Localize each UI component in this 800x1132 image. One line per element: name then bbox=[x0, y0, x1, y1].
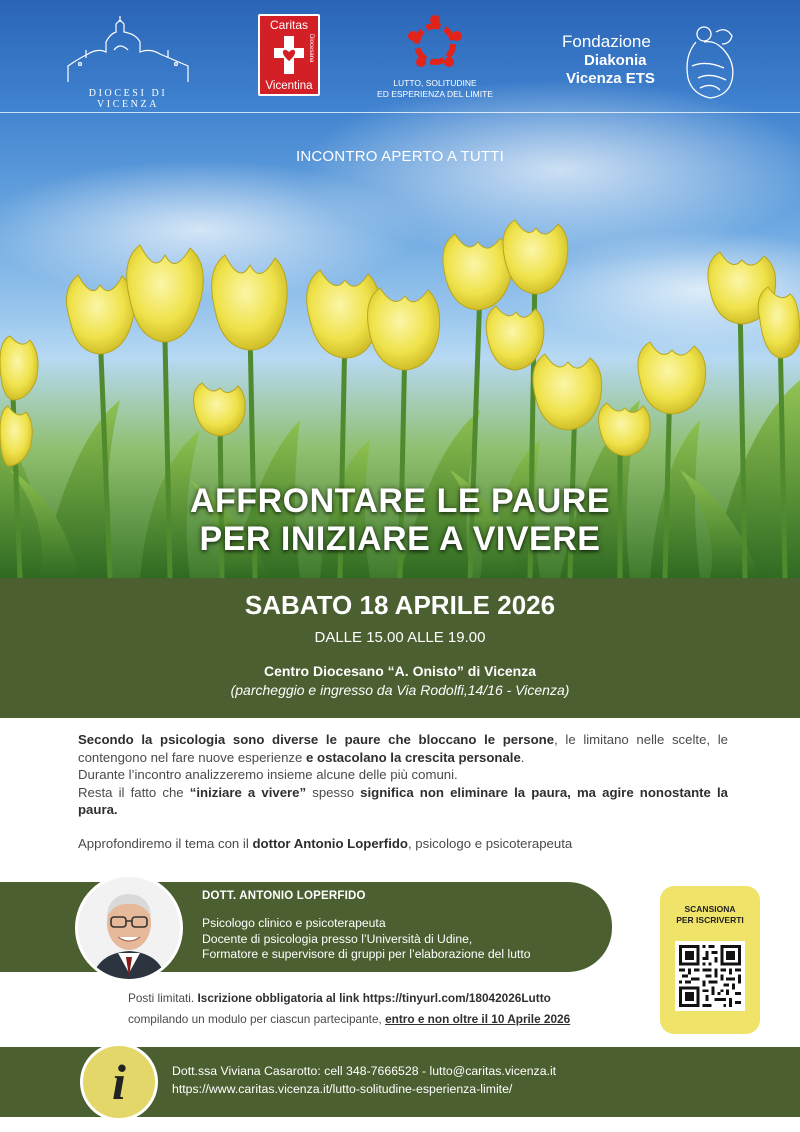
description-p1-text1: , le limitano nelle scelte, le contengono nel fare nuove esperienze bbox=[78, 732, 728, 765]
description-paragraph-1 bbox=[78, 731, 728, 766]
qr-card bbox=[660, 886, 760, 1034]
info-glyph: i bbox=[112, 1054, 126, 1110]
event-description bbox=[78, 731, 728, 852]
qr-code-graphic bbox=[679, 945, 741, 1007]
description-p3-bold2: significa non eliminare la paura, ma agire nonostante la paura. bbox=[78, 784, 728, 817]
speaker-name: DOTT. ANTONIO LOPERFIDO bbox=[202, 890, 366, 902]
speaker-role-2: Docente di psicologia presso l’Università di Udine, bbox=[202, 931, 473, 946]
speaker-portrait bbox=[78, 877, 180, 979]
event-details-band bbox=[0, 578, 800, 718]
diakonia-line3: Vicenza ETS bbox=[566, 70, 655, 87]
event-date: SABATO 18 APRILE 2026 bbox=[244, 590, 556, 620]
description-p1-bold1: Secondo la psicologia sono diverse le paure che bloccano le persone bbox=[78, 732, 555, 747]
caritas-side-label: Diocesana bbox=[308, 34, 314, 63]
description-p4-text2: , psicologo e psicoterapeuta bbox=[407, 835, 573, 851]
diocesi-caption: DIOCESI DI VICENZA bbox=[88, 88, 168, 110]
contact-info bbox=[172, 1062, 556, 1098]
event-tagline: INCONTRO APERTO A TUTTI bbox=[296, 148, 504, 165]
people-circle-icon bbox=[405, 14, 465, 74]
description-paragraph-4 bbox=[78, 835, 728, 853]
registration-text2: compilando un modulo per ciascun partecipante, bbox=[128, 1012, 386, 1026]
caritas-top-label: Caritas bbox=[269, 18, 308, 32]
description-p3-bold1: “iniziare a vivere” bbox=[189, 784, 307, 800]
description-p1-text2: . bbox=[520, 749, 525, 765]
registration-info bbox=[128, 988, 668, 1030]
event-venue: Centro Diocesano “A. Onisto” di Vicenza bbox=[263, 663, 536, 679]
qr-code-icon[interactable] bbox=[675, 941, 745, 1011]
event-time: DALLE 15.00 ALLE 19.00 bbox=[314, 629, 486, 646]
qr-label-line2: PER ISCRIVERTI bbox=[676, 915, 744, 925]
event-title-line1: AFFRONTARE LE PAURE bbox=[189, 482, 610, 520]
registration-line1 bbox=[128, 988, 668, 1009]
description-p3-text2: spesso bbox=[306, 784, 361, 800]
lutto-caption-line2: ED ESPERIENZA DEL LIMITE bbox=[377, 89, 493, 99]
description-p4-text1: Approfondiremo il tema con il bbox=[78, 835, 253, 851]
caritas-badge bbox=[258, 14, 320, 96]
description-paragraph-2: Durante l’incontro analizzeremo insieme alcune delle più comuni. bbox=[78, 767, 458, 782]
speaker-avatar bbox=[75, 874, 183, 982]
diocesi-logo bbox=[58, 14, 198, 110]
speaker-role-3: Formatore e supervisore di gruppi per l’elaborazione del lutto bbox=[202, 947, 531, 961]
caritas-bottom-label: Vicentina bbox=[265, 80, 313, 92]
pieta-figure-icon bbox=[670, 22, 742, 102]
description-p4-bold: dottor Antonio Loperfido bbox=[252, 835, 408, 851]
event-parking: (parcheggio e ingresso da Via Rodolfi,14/16 - Vicenza) bbox=[230, 682, 570, 698]
qr-label bbox=[660, 904, 760, 926]
registration-deadline: entro e non oltre il 10 Aprile 2026 bbox=[385, 1012, 571, 1026]
contact-website-link[interactable]: https://www.caritas.vicenza.it/lutto-solitudine-esperienza-limite/ bbox=[172, 1082, 513, 1096]
diakonia-logo bbox=[562, 14, 752, 102]
caritas-logo bbox=[258, 14, 320, 102]
speaker-role-1: Psicologo clinico e psicoterapeuta bbox=[202, 916, 386, 930]
diakonia-line1: Fondazione bbox=[562, 32, 651, 51]
cathedral-outline-icon bbox=[58, 14, 198, 84]
info-icon bbox=[80, 1043, 158, 1121]
diakonia-line2: Diakonia bbox=[584, 52, 647, 69]
description-p1-bold2: e ostacolano la crescita personale bbox=[306, 749, 521, 765]
lutto-caption-line1: LUTTO, SOLITUDINE bbox=[393, 78, 477, 88]
caritas-cross-icon bbox=[272, 34, 306, 76]
lutto-caption bbox=[370, 78, 500, 100]
contact-line1[interactable]: Dott.ssa Viviana Casarotto: cell 348-7666528 - lutto@caritas.vicenza.it bbox=[172, 1064, 557, 1078]
event-title bbox=[0, 482, 800, 558]
header-divider bbox=[0, 112, 800, 113]
qr-label-line1: SCANSIONA bbox=[684, 904, 736, 914]
event-title-line2: PER INIZIARE A VIVERE bbox=[199, 520, 601, 558]
description-paragraph-3 bbox=[78, 784, 728, 819]
registration-link[interactable]: Iscrizione obbligatoria al link https://tinyurl.com/18042026Lutto bbox=[197, 991, 551, 1005]
speaker-roles bbox=[202, 916, 531, 963]
lutto-logo bbox=[370, 14, 500, 102]
description-p3-text1: Resta il fatto che bbox=[78, 784, 190, 800]
registration-text1: Posti limitati. bbox=[128, 991, 198, 1005]
registration-line2 bbox=[128, 1009, 668, 1030]
